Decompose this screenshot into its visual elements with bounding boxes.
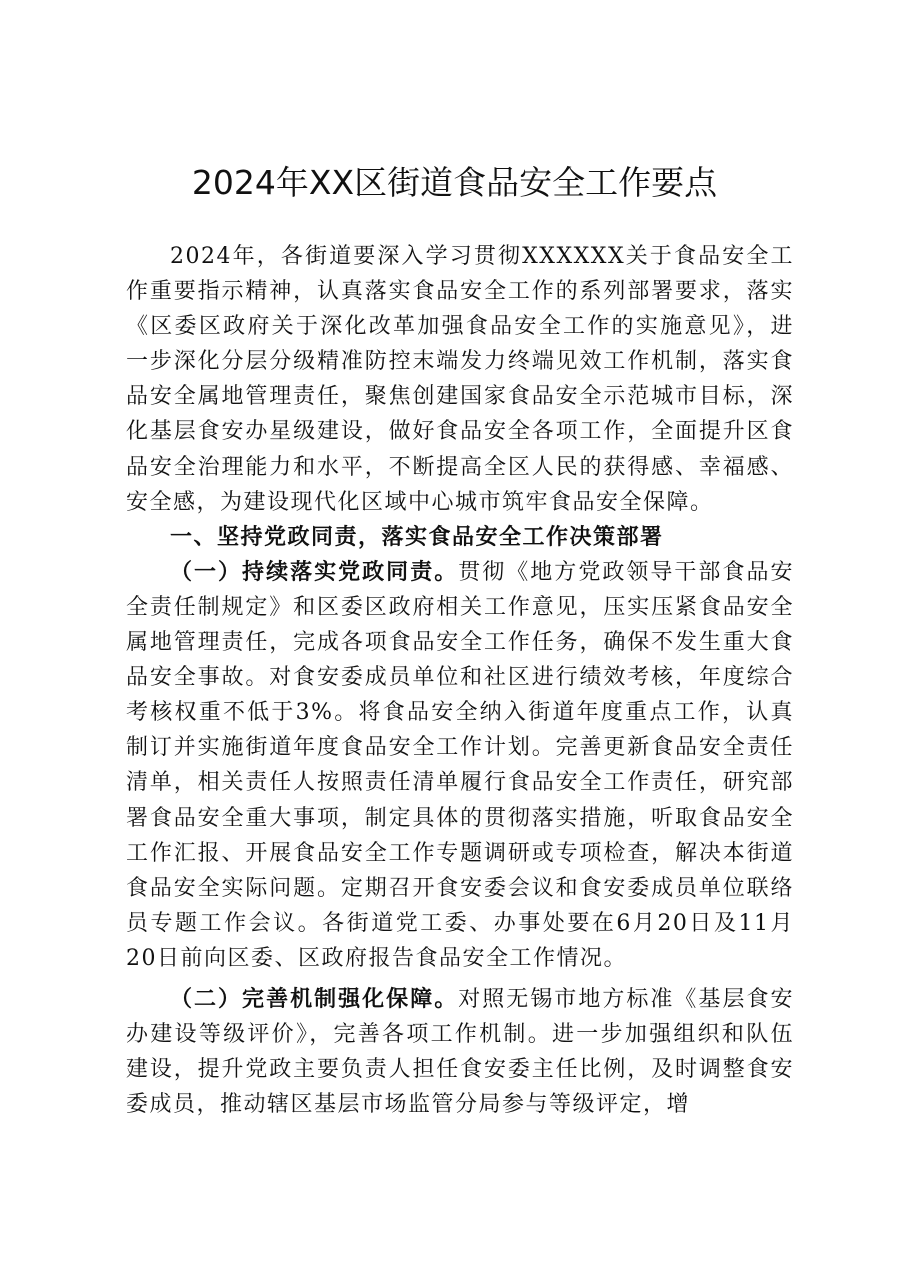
intro-paragraph: 2024年，各街道要深入学习贯彻XXXXXX关于食品安全工作重要指示精神，认真落实食品安全工作的系列部署要求，落实《区委区政府关于深化改革加强食品安全工作的实施意见》，进一步深化分层分级精准防控末端发力终端见效工作机制，落实食品安全属地管理责任，聚焦创建国家食品安全示范城市目标，深化基层食安办星级建设，做好食品安全各项工作，全面提升区食品安全治理能力和水平，不断提高全区人民的获得感、幸福感、安全感，为建设现代化区域中心城市筑牢食品安全保障。 [126,244,794,515]
item-text-1: 贯彻《地方党政领导干部食品安全责任制规定》和区委区政府相关工作意见，压实压紧食品安全属地管理责任，完成各项食品安全工作任务，确保不发生重大食品安全事故。对食安委成员单位和社区进行绩效考核，年度综合考核权重不低于3%。将食品安全纳入街道年度重点工作，认真制订并实施街道年度食品安全工作计划。完善更新食品安全责任清单，相关责任人按照责任清单履行食品安全工作责任，研究部署食品安全重大事项，制定具体的贯彻落实措施，听取食品安全工作汇报、开展食品安全工作专题调研或专项检查，解决本街道食品安全实际问题。定期召开食安委会议和食安委成员单位联络员专题工作会议。各街道党工委、办事处要在6月20日及11月20日前向区委、区政府报告食品安全工作情况。 [126,559,794,971]
document-title: 2024年XX区街道食品安全工作要点 [191,163,718,202]
item-paragraph-1 [126,555,794,976]
item-text-2: 对照无锡市地方标准《基层食安办建设等级评价》，完善各项工作机制。进一步加强组织和队伍建设，提升党政主要负责人担任食安委主任比例，及时调整食安委成员，推动辖区基层市场监管分局参与等级评定，增 [126,986,794,1118]
item-lead-2: （二）完善机制强化保障。 [170,985,459,1012]
document-body [126,239,794,1122]
item-paragraph-2 [126,982,794,1122]
section-heading-1: 一、坚持党政同责，落实食品安全工作决策部署 [170,524,664,550]
item-lead-1: （一）持续落实党政同责。 [170,558,459,585]
